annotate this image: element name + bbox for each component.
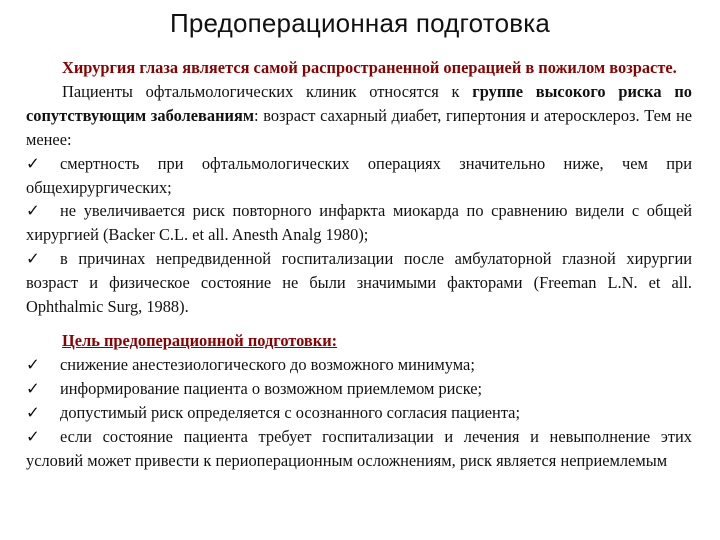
check-mark-icon: ✓ — [26, 378, 40, 398]
check-mark-icon: ✓ — [26, 402, 40, 422]
risk-text-end: : возраст сахарный диабет, гипертония и атеросклероз. Тем не менее: — [26, 105, 693, 149]
check-mark-icon: ✓ — [26, 201, 40, 221]
list-item-text: допустимый риск определяется с осознанного согласия пациента; — [60, 402, 521, 422]
risk-group-emphasis: группе высокого риска по сопутствующим заболеваниям — [26, 81, 692, 125]
goal-heading-text: Цель предоперационной подготовки: — [62, 330, 338, 350]
list-item-text: в причинах непредвиденной госпитализации после амбулаторной глазной хирургии возраст и физическое состояние не были значимыми факторами (Freeman L.N. et all. Ophthalmic Surg, 1988). — [26, 249, 692, 317]
list-item-text: не увеличивается риск повторного инфаркта миокарда по сравнению видели с общей хирургией (Backer C.L. et all. Anesth Analg 1980); — [26, 201, 692, 245]
list-item — [26, 425, 692, 473]
list-item — [26, 353, 692, 377]
section-gap — [26, 319, 692, 329]
goal-heading — [26, 329, 692, 353]
risk-text-start: Пациенты офтальмологических клиник относятся к — [62, 81, 473, 101]
document-body — [26, 56, 692, 472]
list-item-text: если состояние пациента требует госпитализации и лечения и невыполнение этих условий может привести к периоперационным осложнениям, риск является неприемлемым — [26, 426, 692, 470]
list-item — [26, 199, 692, 247]
check-mark-icon: ✓ — [26, 426, 40, 446]
check-mark-icon: ✓ — [26, 354, 40, 374]
intro-paragraph-risk-group — [26, 80, 692, 152]
check-mark-icon: ✓ — [26, 153, 40, 173]
list-item — [26, 152, 692, 200]
check-mark-icon: ✓ — [26, 249, 40, 269]
list-item — [26, 377, 692, 401]
list-item — [26, 401, 692, 425]
list-item-text: снижение анестезиологического до возможного минимума; — [60, 354, 475, 374]
intro-paragraph-eye-surgery: Хирургия глаза является самой распространенной операцией в пожилом возрасте. — [62, 58, 677, 77]
list-item — [26, 247, 692, 319]
list-item-text: информирование пациента о возможном приемлемом риске; — [60, 378, 483, 398]
page-title: Предоперационная подготовка — [169, 8, 551, 38]
list-item-text: смертность при офтальмологических операциях значительно ниже, чем при общехирургических; — [26, 153, 692, 197]
